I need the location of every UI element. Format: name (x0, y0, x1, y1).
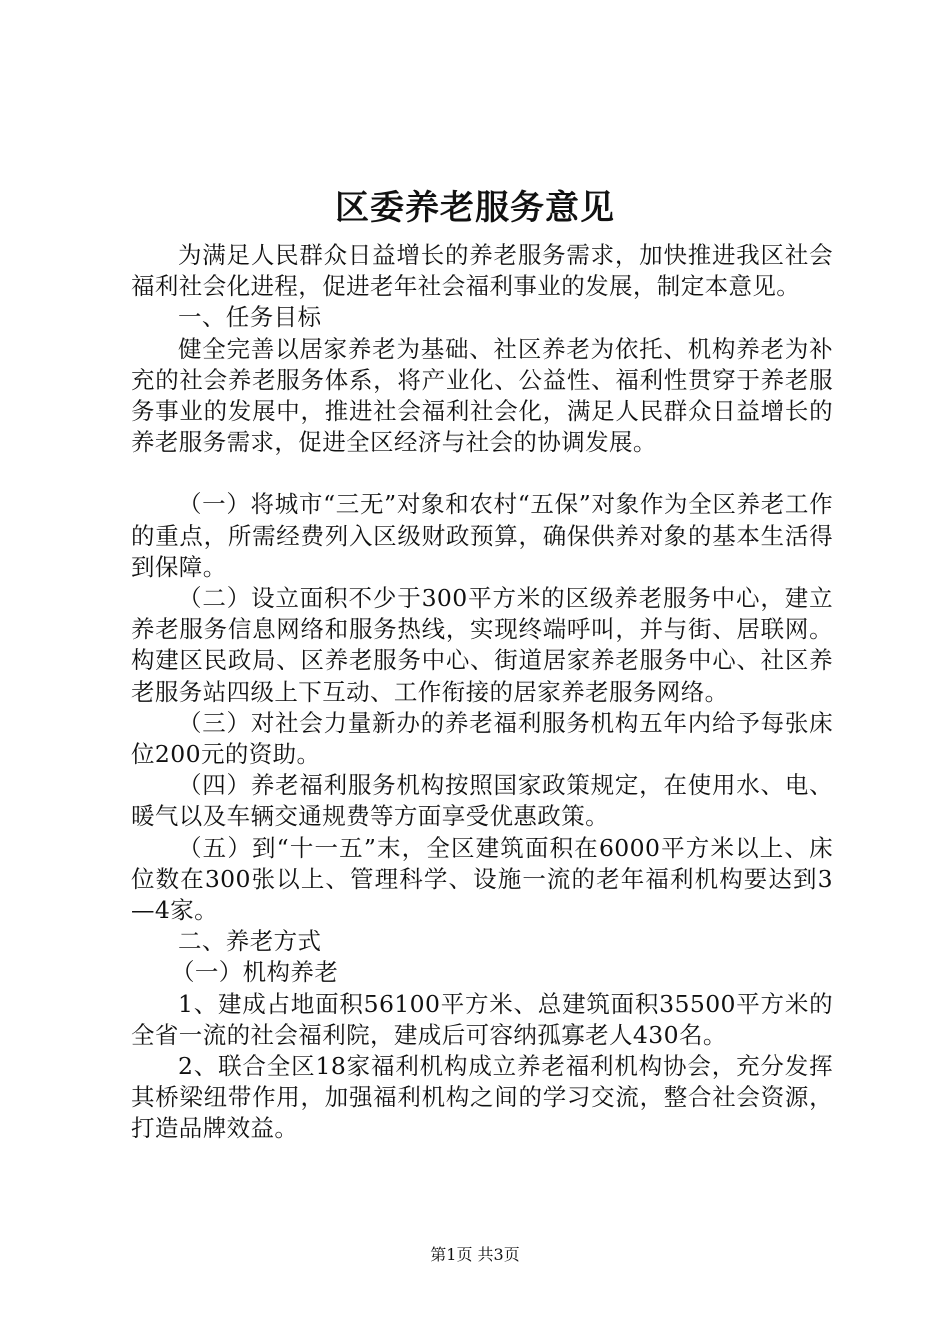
goal-item-5: （五）到“十一五”末，全区建筑面积在6000平方米以上、床位数在300张以上、管理科学、设施一流的老年福利机构要达到3—4家。 (131, 833, 833, 925)
goal-item-2: （二）设立面积不少于300平方米的区级养老服务中心，建立养老服务信息网络和服务热线，实现终端呼叫，并与街、居联网。构建区民政局、区养老服务中心、街道居家养老服务中心、社区养老服务站四级上下互动、工作衔接的居家养老服务网络。 (131, 584, 833, 706)
section-heading-task-goals: 一、任务目标 (178, 303, 322, 332)
subsection-heading-institutional-care: （一）机构养老 (170, 958, 339, 987)
goal-item-3: （三）对社会力量新办的养老福利服务机构五年内给予每张床位200元的资助。 (131, 708, 833, 769)
document-title: 区委养老服务意见 (335, 188, 615, 228)
goal-item-4: （四）养老福利服务机构按照国家政策规定，在使用水、电、暖气以及车辆交通规费等方面享受优惠政策。 (131, 771, 833, 831)
intro-paragraph: 为满足人民群众日益增长的养老服务需求，加快推进我区社会福利社会化进程，促进老年社会福利事业的发展，制定本意见。 (131, 241, 833, 301)
page-footer: 第1页 共3页 (430, 1245, 520, 1264)
document-body (131, 240, 833, 1145)
paragraph-spacer (131, 458, 833, 489)
institutional-item-1: 1、建成占地面积56100平方米、总建筑面积35500平方米的全省一流的社会福利院，建成后可容纳孤寡老人430名。 (131, 989, 833, 1049)
institutional-item-2: 2、联合全区18家福利机构成立养老福利机构协会，充分发挥其桥梁纽带作用，加强福利机构之间的学习交流，整合社会资源，打造品牌效益。 (131, 1052, 833, 1143)
task-goals-paragraph: 健全完善以居家养老为基础、社区养老为依托、机构养老为补充的社会养老服务体系，将产业化、公益性、福利性贯穿于养老服务事业的发展中，推进社会福利社会化，满足人民群众日益增长的养老服务需求，促进全区经济与社会的协调发展。 (131, 334, 833, 457)
goal-item-1: （一）将城市“三无”对象和农村“五保”对象作为全区养老工作的重点，所需经费列入区级财政预算，确保供养对象的基本生活得到保障。 (131, 490, 833, 581)
section-heading-care-methods: 二、养老方式 (178, 927, 322, 956)
